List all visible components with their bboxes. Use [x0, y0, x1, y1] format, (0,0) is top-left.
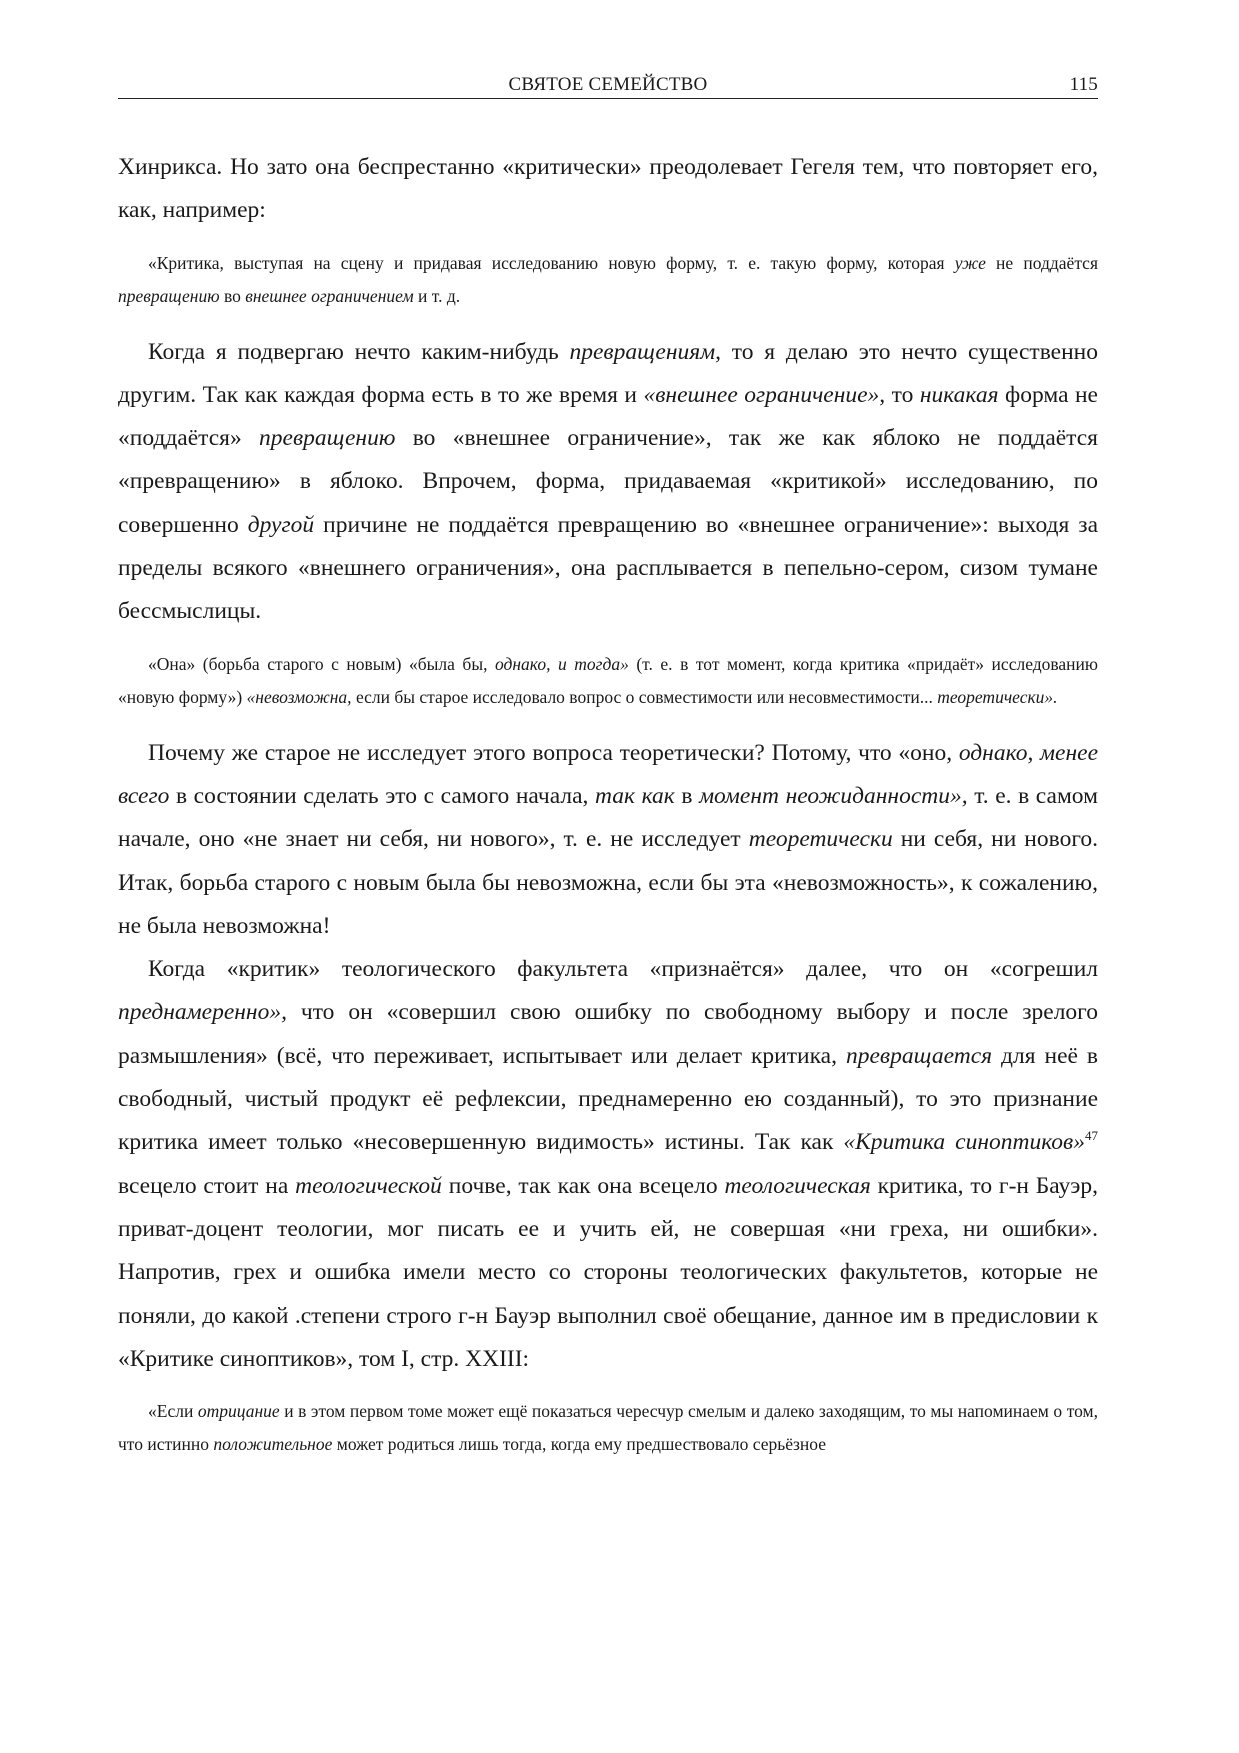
- emphasis: внешнее ограничением: [245, 285, 414, 306]
- running-title: СВЯТОЕ СЕМЕЙСТВО: [508, 74, 708, 95]
- emphasis: преднамеренно»,: [118, 999, 287, 1026]
- emphasis: положительное: [213, 1434, 333, 1455]
- text-run: Когда «критик» теологического факультета «признаётся» далее, что он «согрешил: [148, 956, 1098, 983]
- emphasis: «невозможна,: [246, 686, 352, 707]
- emphasis: отрицание: [197, 1401, 280, 1422]
- emphasis: теологической: [295, 1172, 442, 1199]
- emphasis: уже: [954, 252, 986, 273]
- text-run: т. е. в самом начале, оно «не знает ни себя, ни нового», т. е. не исследует: [118, 782, 1098, 853]
- text-run: во «внешнее ограничение», так же как яблоко не поддаётся «превращению» в яблоко. Впрочем, форма, придаваемая «критикой» исследованию, по совершенно: [118, 425, 1098, 538]
- emphasis: теологическая: [724, 1172, 871, 1199]
- paragraph: [118, 948, 1098, 1381]
- emphasis: «внешнее ограничение»,: [643, 381, 886, 408]
- paragraph: [118, 331, 1098, 634]
- text-run: почве, так как она всецело: [441, 1172, 725, 1199]
- emphasis: превращается: [845, 1042, 993, 1069]
- text-run: в состоянии сделать это с самого начала,: [169, 782, 595, 809]
- emphasis: «Критика синоптиков»: [843, 1129, 1085, 1156]
- paragraph: [118, 732, 1098, 948]
- text-run: «Она» (борьба старого с новым) «была бы,: [148, 653, 495, 674]
- paragraph-continuation: [118, 146, 1098, 233]
- text-run: то: [885, 381, 920, 408]
- text-run: причине не поддаётся превращению во «внешнее ограничение»: выходя за пределы всякого «внешнего ограничения», она расплывается в пепельно-сером, сизом тумане бессмыслицы.: [118, 511, 1098, 625]
- emphasis: превращению: [118, 285, 220, 306]
- emphasis: никакая: [919, 381, 999, 408]
- text-run: если бы старое исследовало вопрос о совместимости или несовместимости...: [351, 686, 938, 707]
- emphasis: превращению: [259, 425, 396, 452]
- emphasis: момент неожиданности»,: [699, 782, 968, 809]
- page-number: 115: [1069, 74, 1098, 95]
- block-quote: [118, 1395, 1098, 1461]
- text-run: то я делаю это нечто существенно другим. Так как каждая форма есть в то же время и: [118, 338, 1098, 408]
- block-quote: [118, 648, 1098, 714]
- running-header: [118, 74, 1098, 99]
- text-run: в: [674, 782, 700, 809]
- text-run: Хинрикса. Но зато она беспрестанно «критически» преодолевает Гегеля тем, что повторяет его, как, например:: [118, 154, 1098, 224]
- text-run: и т. д.: [413, 285, 461, 306]
- text-run: «Если: [148, 1401, 198, 1422]
- text-run: и в этом первом томе может ещё показаться чересчур смелым и далеко заходящим, то мы напоминаем о том, что истинно: [118, 1401, 1098, 1455]
- text-run: форма не «поддаётся»: [118, 381, 1098, 452]
- emphasis: теоретически: [748, 826, 893, 853]
- text-run: «Критика, выступая на сцену и придавая исследованию новую форму, т. е. такую форму, которая: [148, 252, 955, 273]
- text-run: (т. е. в тот момент, когда критика «придаёт» исследованию «новую форму»): [118, 653, 1098, 707]
- text-run: Когда я подвергаю нечто каким-нибудь: [148, 338, 570, 365]
- text-run: Почему же старое не исследует этого вопроса теоретически? Потому, что «оно,: [148, 739, 959, 766]
- emphasis: так как: [594, 782, 675, 809]
- emphasis: другой: [247, 511, 315, 538]
- text-run: во: [219, 285, 246, 306]
- text-run: всецело стоит на: [118, 1172, 296, 1199]
- emphasis: однако, менее всего: [118, 739, 1099, 809]
- text-run: может родиться лишь тогда, когда ему предшествовало серьёзное: [332, 1434, 826, 1455]
- emphasis: однако, и тогда»: [495, 653, 629, 674]
- text-run: не поддаётся: [985, 252, 1098, 273]
- page-content: [118, 146, 1098, 1461]
- text-run: для неё в свободный, чистый продукт её рефлексии, преднамеренно ею созданный), то это признание критика имеет только «несовершенную видимость» истины. Так как: [118, 1042, 1098, 1156]
- block-quote: [118, 247, 1098, 313]
- text-run: критика, то г-н Бауэр, приват-доцент теологии, мог писать ее и учить ей, не совершая «ни греха, ни ошибки». Напротив, грех и ошибка имели место со стороны теологических факультетов, которые не поняли, до какой .степени строго г-н Бауэр выполнил своё обещание, данное им в предисловии к «Критике синоптиков», том I, стр. XXIII:: [118, 1172, 1099, 1372]
- footnote-marker: 47: [1085, 1128, 1098, 1144]
- text-run: ни себя, ни нового. Итак, борьба старого с новым была бы невозможна, если бы эта «невозможность», к сожалению, не была невозможна!: [118, 826, 1098, 939]
- emphasis: теоретически».: [937, 686, 1058, 707]
- emphasis: превращениям,: [569, 338, 722, 365]
- text-run: что он «совершил свою ошибку по свободному выбору и после зрелого размышления» (всё, что переживает, испытывает или делает критика,: [118, 999, 1098, 1069]
